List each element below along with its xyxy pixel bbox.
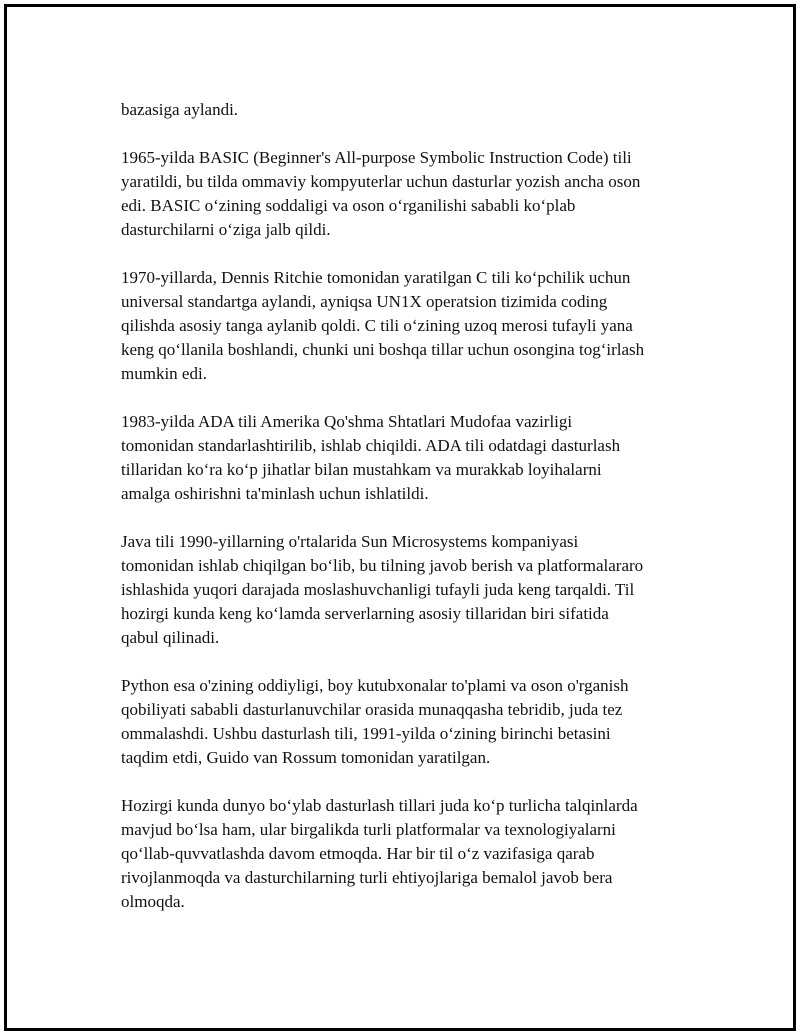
- paragraph-c-language: 1970-yillarda, Dennis Ritchie tomonidan yaratilgan C tili ko‘pchilik uchun universal standartga aylandi, ayniqsa UN1X operatsion tizimida coding qilishda asosiy tanga aylanib qoldi. C tili o‘zining uzoq merosi tufayli yana keng qo‘llanila boshlandi, chunki uni boshqa tillar uchun osongina tog‘irlash mumkin edi.: [121, 268, 645, 383]
- document-body: [121, 98, 701, 938]
- paragraph-basic: 1965-yilda BASIC (Beginner's All-purpose Symbolic Instruction Code) tili yaratildi, bu tilda ommaviy kompyuterlar uchun dasturlar yozish ancha oson edi. BASIC o‘zining soddaligi va oson o‘rganilishi sababli ko‘plab dasturchilarni o‘ziga jalb qildi.: [121, 148, 641, 239]
- paragraph-conclusion: Hozirgi kunda dunyo bo‘ylab dasturlash tillari juda ko‘p turlicha talqinlarda mavjud bo‘lsa ham, ular birgalikda turli platformalar va texnologiyalarni qo‘llab-quvvatlashda davom etmoqda. Har bir til o‘z vazifasiga qarab rivojlanmoqda va dasturchilarning turli ehtiyojlariga bemalol javob bera olmoqda.: [121, 796, 638, 911]
- page-frame: [4, 4, 796, 1031]
- paragraph-continuation: bazasiga aylandi.: [121, 100, 239, 119]
- paragraph-java: Java tili 1990-yillarning o'rtalarida Sun Microsystems kompaniyasi tomonidan ishlab chiqilgan bo‘lib, bu tilning javob berish va platformalararo ishlashida yuqori darajada moslashuvchanligi tufayli juda keng tarqaldi. Til hozirgi kunda keng ko‘lamda serverlarning asosiy tillaridan biri sifatida qabul qilinadi.: [121, 532, 644, 647]
- paragraph-ada: 1983-yilda ADA tili Amerika Qo'shma Shtatlari Mudofaa vazirligi tomonidan standarlashtirilib, ishlab chiqildi. ADA tili odatdagi dasturlash tillaridan ko‘ra ko‘p jihatlar bilan mustahkam va murakkab loyihalarni amalga oshirishni ta'minlash uchun ishlatildi.: [121, 412, 621, 503]
- paragraph-python: Python esa o'zining oddiyligi, boy kutubxonalar to'plami va oson o'rganish qobiliyati sababli dasturlanuvchilar orasida munaqqasha tebridib, juda tez ommalashdi. Ushbu dasturlash tili, 1991-yilda o‘zining birinchi betasini taqdim etdi, Guido van Rossum tomonidan yaratilgan.: [121, 676, 629, 767]
